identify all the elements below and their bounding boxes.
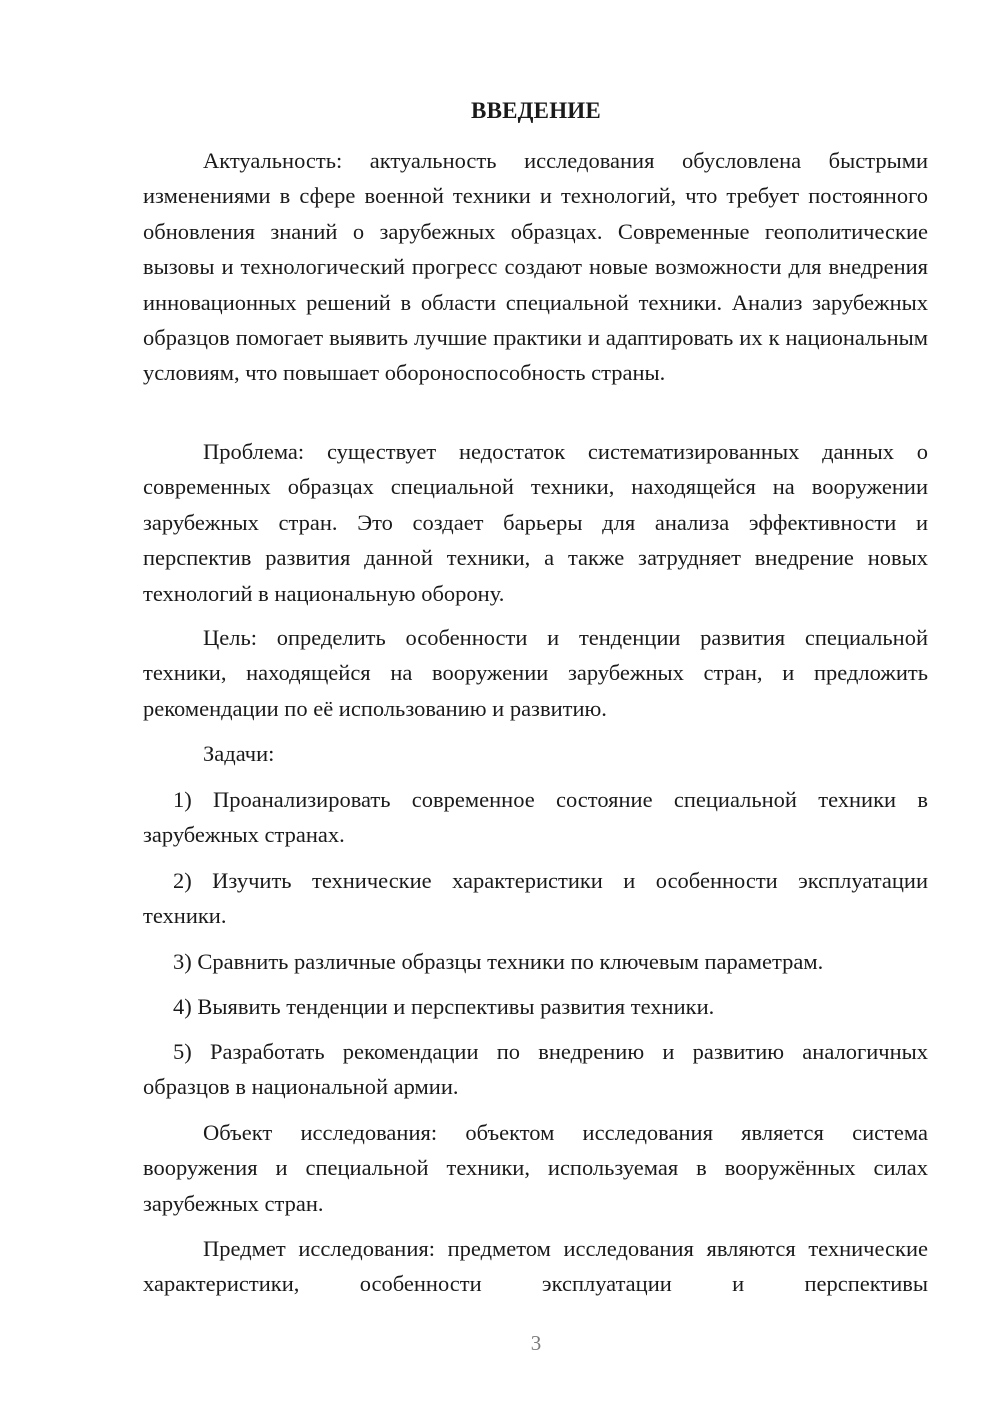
task-item-5: 5) Разработать рекомендации по внедрению и развитию аналогичных образцов в национальной армии. (143, 1039, 928, 1100)
task-item-2: 2) Изучить технические характеристики и особенности эксплуатации техники. (143, 868, 928, 929)
paragraph-tasks-heading: Задачи: (203, 741, 275, 766)
paragraph-problem: Проблема: существует недостаток систематизированных данных о современных образцах специальной техники, находящейся на вооружении зарубежных стран. Это создает барьеры для анализа эффективности и перспектив развития данной техники, а также затрудняет внедрение новых технологий в национальную оборону. (143, 439, 928, 606)
task-item-3: 3) Сравнить различные образцы техники по ключевым параметрам. (173, 949, 824, 974)
paragraph-goal: Цель: определить особенности и тенденции развития специальной техники, находящейся на вооружении зарубежных стран, и предложить рекомендации по её использованию и развитию. (143, 625, 928, 721)
paragraph-relevance: Актуальность: актуальность исследования обусловлена быстрыми изменениями в сфере военной техники и технологий, что требует постоянного обновления знаний о зарубежных образцах. Современные геополитические вызовы и технологический прогресс создают новые возможности для внедрения инновационных решений в области специальной техники. Анализ зарубежных образцов помогает выявить лучшие практики и адаптировать их к национальным условиям, что повышает обороноспособность страны. (143, 148, 928, 386)
section-title: ВВЕДЕНИЕ (471, 98, 601, 123)
task-item-1: 1) Проанализировать современное состояние специальной техники в зарубежных странах. (143, 787, 928, 848)
task-item-4: 4) Выявить тенденции и перспективы развития техники. (173, 994, 715, 1019)
page-number: 3 (530, 1331, 542, 1355)
paragraph-object: Объект исследования: объектом исследования является система вооружения и специальной техники, используемая в вооружённых силах зарубежных стран. (143, 1120, 928, 1216)
paragraph-subject: Предмет исследования: предметом исследования являются технические характеристики, особенности эксплуатации и перспективы (143, 1236, 928, 1297)
